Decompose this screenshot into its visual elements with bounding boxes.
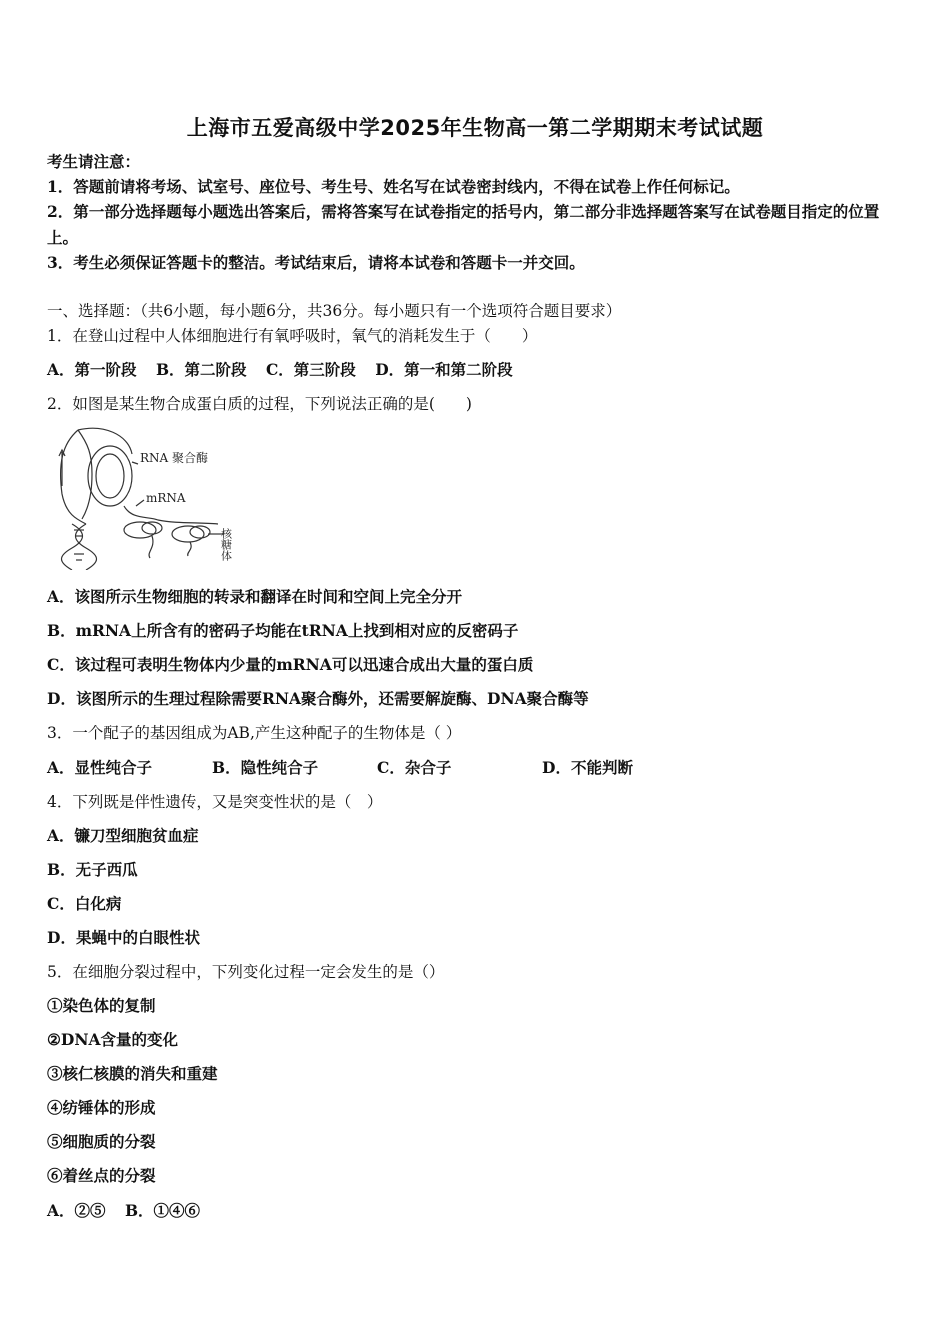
list-item: ②DNA含量的变化 xyxy=(47,1030,179,1049)
option[interactable]: C．杂合子 xyxy=(377,758,452,777)
dna-strand xyxy=(78,428,132,454)
option[interactable]: B．无子西瓜 xyxy=(47,860,138,879)
option[interactable]: C．白化病 xyxy=(47,894,122,913)
list-item: ①染色体的复制 xyxy=(47,996,156,1015)
mrna-strand xyxy=(124,506,218,524)
option[interactable]: A．镰刀型细胞贫血症 xyxy=(47,826,199,845)
list-item: ⑥着丝点的分裂 xyxy=(47,1166,156,1185)
option[interactable]: B．mRNA上所含有的密码子均能在tRNA上找到相对应的反密码子 xyxy=(47,621,519,640)
list-item: ⑤细胞质的分裂 xyxy=(47,1132,156,1151)
list-item: ④纺锤体的形成 xyxy=(47,1098,156,1117)
question-stem: 5．在细胞分裂过程中，下列变化过程一定会发生的是（） xyxy=(47,963,445,981)
rna-pol-leader xyxy=(132,462,138,464)
dna-helix xyxy=(76,524,97,570)
option[interactable]: A．显性纯合子 xyxy=(47,758,153,777)
dna-strand xyxy=(78,430,92,519)
protein-synthesis-diagram xyxy=(48,424,248,570)
option[interactable]: D．不能判断 xyxy=(542,758,633,777)
ribosome-shape xyxy=(124,522,156,538)
notice-item: 1．答题前请将考场、试室号、座位号、考生号、姓名写在试卷密封线内，不得在试卷上作任何标记。 xyxy=(47,177,740,196)
polypeptide-chain xyxy=(149,536,153,558)
section-heading: 一、选择题：（共6小题，每小题6分，共36分。每小题只有一个选项符合题目要求） xyxy=(47,302,622,320)
option-row xyxy=(47,758,633,778)
polypeptide-chain xyxy=(188,542,191,556)
question-stem: 4．下列既是伴性遗传，又是突变性状的是（ ） xyxy=(47,793,383,811)
option[interactable]: D．第一和第二阶段 xyxy=(375,360,513,379)
option[interactable]: A．第一阶段 xyxy=(47,360,137,379)
option[interactable]: B．①④⑥ xyxy=(124,1201,201,1220)
label-ribosome: 核糖体 xyxy=(219,528,233,561)
ribosome-shape xyxy=(172,526,204,542)
label-mrna: mRNA xyxy=(146,491,186,505)
option[interactable]: C．第三阶段 xyxy=(265,360,356,379)
list-item: ③核仁核膜的消失和重建 xyxy=(47,1064,218,1083)
option[interactable]: C．该过程可表明生物体内少量的mRNA可以迅速合成出大量的蛋白质 xyxy=(47,655,534,674)
notice-item: 2．第一部分选择题每小题选出答案后，需将答案写在试卷指定的括号内，第二部分非选择题答案写在试卷题目指定的位置上。 xyxy=(47,202,880,247)
ribosome-shape xyxy=(190,526,210,538)
page-title: 上海市五爱高级中学2025年生物高一第二学期期末考试试题 xyxy=(186,116,764,140)
ribosome-shape xyxy=(142,522,162,534)
label-rna-polymerase: RNA 聚合酶 xyxy=(140,451,209,465)
notice-item: 3．考生必须保证答题卡的整洁。考试结束后，请将本试卷和答题卡一并交回。 xyxy=(47,253,585,272)
option-row xyxy=(47,1201,200,1221)
dna-strand xyxy=(61,430,86,524)
option[interactable]: B．隐性纯合子 xyxy=(212,758,319,777)
dna-helix xyxy=(62,524,83,570)
question-stem: 3．一个配子的基因组成为AB,产生这种配子的生物体是（ ） xyxy=(47,724,462,742)
option[interactable]: B．第二阶段 xyxy=(155,360,247,379)
mrna-leader xyxy=(136,500,144,506)
option[interactable]: A．②⑤ xyxy=(47,1201,106,1220)
option[interactable]: D．果蝇中的白眼性状 xyxy=(47,928,200,947)
option[interactable]: D．该图所示的生理过程除需要RNA聚合酶外，还需要解旋酶、DNA聚合酶等 xyxy=(47,689,589,708)
rna-polymerase-shape xyxy=(88,446,132,506)
option-row xyxy=(47,360,513,380)
question-stem: 1．在登山过程中人体细胞进行有氧呼吸时，氧气的消耗发生于（ ） xyxy=(47,327,538,345)
rna-polymerase-inner xyxy=(96,454,124,498)
notice-heading: 考生请注意： xyxy=(47,152,141,171)
question-stem: 2．如图是某生物合成蛋白质的过程，下列说法正确的是( ) xyxy=(47,395,472,413)
option[interactable]: A．该图所示生物细胞的转录和翻译在时间和空间上完全分开 xyxy=(47,587,463,606)
